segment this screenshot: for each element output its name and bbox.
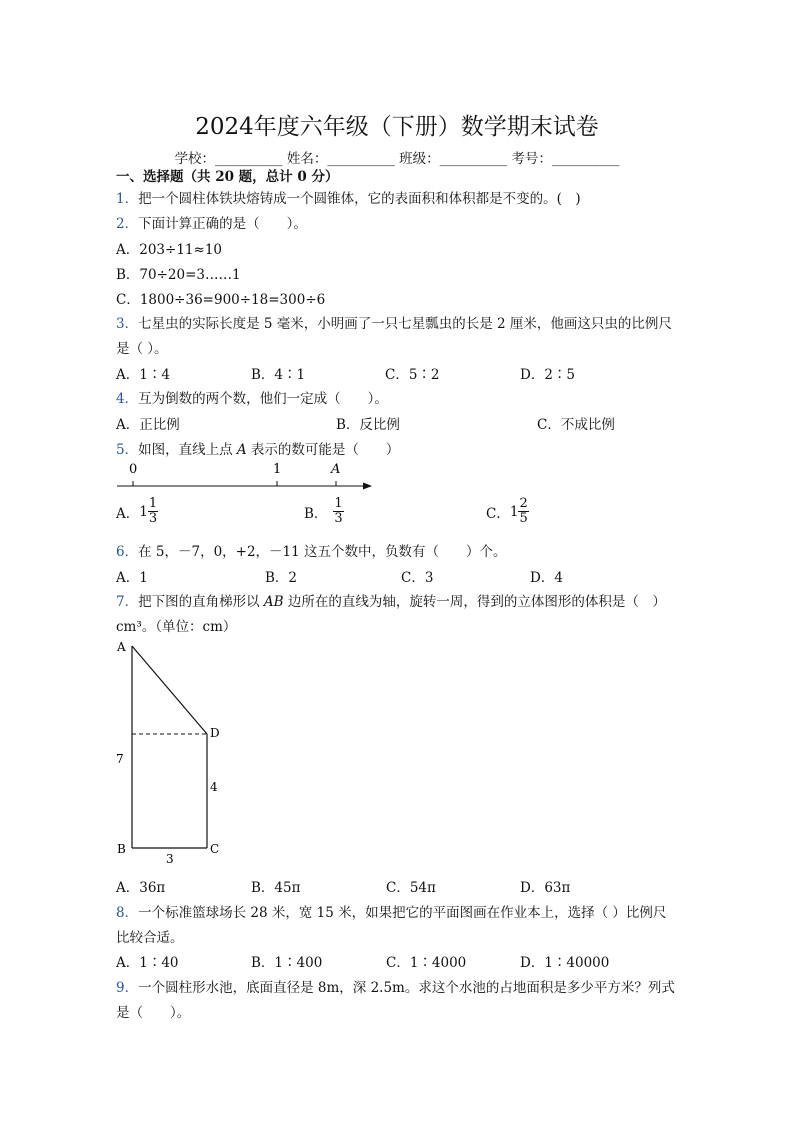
question-5 [116,438,399,458]
option-d: D．4 [530,570,563,586]
vertex-label-d: D [210,726,220,740]
question-9-line2: 是（ ）。 [116,1005,191,1021]
question-text-end: 表示的数可能是（ ） [246,442,400,458]
section-heading: 一、选择题（共 20 题，总计 0 分） [116,169,339,185]
question-text: 一个圆柱形水池，底面直径是 8m，深 2.5m。求这个水池的占地面积是多少平方米？列式 [138,980,675,996]
axis-variable: AB [263,594,284,610]
question-1 [116,187,581,207]
option-a: A．1∶40 [116,955,179,971]
edge-da [132,646,207,734]
option-d: D．1∶40000 [520,955,610,971]
numerator: 2 [519,496,528,511]
fraction [518,497,528,526]
option-b: B．4∶1 [251,367,306,383]
question-number: 5． [116,442,139,458]
number-line [114,459,376,493]
question-number: 1． [116,191,139,207]
option-c: C．5∶2 [385,367,440,383]
question-number: 6． [116,544,139,560]
question-3 [116,312,672,332]
fraction [333,497,343,526]
question-text: 在 5，－7，0，+2，－11 这五个数中，负数有（ ）个。 [138,544,507,560]
trapezoid-figure [110,636,240,868]
option-b: B．2 [265,570,298,586]
tick-label-0: 0 [129,462,138,477]
question-text: 下面计算正确的是（ ）。 [138,216,307,232]
question-number: 8． [116,905,139,921]
mixed-whole: 1 [139,503,148,520]
question-text: 把下图的直角梯形以 [138,594,264,610]
question-7-line2: cm³。（单位：cm） [116,619,237,635]
option-b [304,497,344,526]
question-number: 2． [116,216,139,232]
student-info-line: 学校：__________ 姓名：__________ 班级：__________ 考号：__________ [174,151,620,167]
length-label-right: 4 [210,780,218,794]
mixed-whole: 1 [509,503,519,520]
question-number: 4． [116,391,139,407]
vertex-label-c: C [210,842,220,856]
option-c [486,497,529,526]
numerator: 1 [148,496,158,511]
vertex-label-b: B [117,842,126,856]
length-label-bottom: 3 [166,852,174,866]
option-c: C．3 [401,570,434,586]
question-3-line2: 是（ ）。 [116,341,168,357]
question-9 [116,976,675,996]
question-8-line2: 比较合适。 [116,930,184,946]
length-label-left: 7 [116,752,124,766]
tick-label-1: 1 [273,462,282,477]
question-text: 把一个圆柱体铁块熔铸成一个圆锥体，它的表面积和体积都是不变的。( ) [138,191,581,207]
option-a: A．203÷11≈10 [116,242,222,258]
option-c: C．不成比例 [537,417,615,433]
question-text: 一个标准篮球场长 28 米，宽 15 米，如果把它的平面图画在作业本上，选择（ ）比例尺 [138,905,667,921]
question-number: 3． [116,316,139,332]
question-text: 如图，直线上点 [138,442,237,458]
question-2 [116,212,307,232]
option-b: B．45π [251,880,301,896]
question-text: 互为倒数的两个数，他们一定成（ ）。 [138,391,388,407]
point-variable: A [236,442,247,458]
option-label: C． [486,505,510,522]
option-c: C．1800÷36=900÷18=300÷6 [116,292,326,308]
denominator: 3 [148,511,158,526]
option-b: B．反比例 [336,417,400,433]
number-line-arrow [363,483,372,490]
option-b: B．70÷20=3……1 [116,267,241,283]
option-c: C．1∶4000 [386,955,467,971]
question-text-end: 边所在的直线为轴，旋转一周，得到的立体图形的体积是（ ） [283,594,666,610]
denominator: 5 [519,511,528,526]
option-a: A．36π [116,880,166,896]
option-d: D．63π [520,880,571,896]
question-7 [116,590,666,610]
tick-label-a: A [331,462,341,477]
option-a: A．1∶4 [116,367,170,383]
question-4 [116,387,388,407]
option-a [116,497,158,526]
numerator: 1 [334,496,343,511]
page-title: 2024年度六年级（下册）数学期末试卷 [195,114,599,140]
question-number: 7． [116,594,139,610]
vertex-label-a: A [117,640,126,654]
option-label: A． [116,505,140,522]
question-8 [116,901,666,921]
denominator: 3 [334,511,343,526]
question-number: 9． [116,980,139,996]
option-a: A．正比例 [116,417,180,433]
option-a: A．1 [116,570,148,586]
fraction [148,497,158,526]
option-label: B． [304,505,328,522]
question-6 [116,540,507,560]
option-c: C．54π [386,880,436,896]
option-b: B．1∶400 [251,955,323,971]
option-d: D．2∶5 [520,367,576,383]
question-text: 七星虫的实际长度是 5 毫米，小明画了一只七星瓢虫的长是 2 厘米，他画这只虫的比例尺 [138,316,672,332]
